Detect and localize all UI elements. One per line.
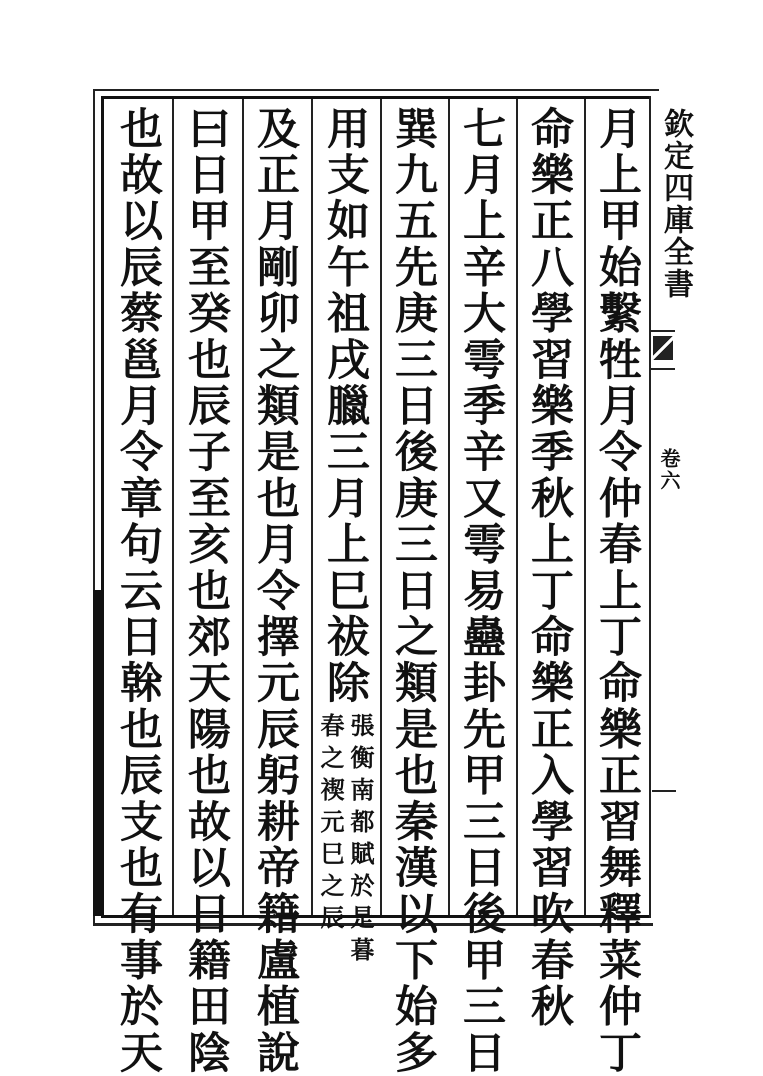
column-text: 月上甲始繫牲月令仲春上丁命樂正習舞釋菜仲丁	[592, 106, 642, 1076]
column-text: 及正月剛卯之類是也月令擇元辰躬耕帝籍盧植說	[250, 106, 300, 1076]
column-rule	[380, 99, 382, 915]
note-line-left: 春之禊元巳之辰	[316, 712, 345, 937]
text-column-1	[587, 106, 647, 1076]
text-column-8	[108, 106, 168, 1076]
text-column-5	[315, 106, 375, 969]
frame-top-rule	[93, 89, 659, 91]
text-column-2	[519, 106, 579, 1030]
book-title: 欽定四庫全書	[658, 108, 693, 300]
column-text: 命樂正八學習樂季秋上丁命樂正入學習吹春秋	[524, 106, 574, 1030]
interlinear-note	[316, 713, 374, 969]
column-text: 七月上辛大雩季辛又雩易蠱卦先甲三日後甲三日	[456, 106, 506, 1076]
note-line-right: 張衡南都賦於是暮	[346, 712, 375, 969]
text-column-3	[451, 106, 511, 1076]
text-column-7	[176, 106, 236, 1076]
text-column-4	[383, 106, 443, 1076]
column-rule	[516, 99, 518, 915]
column-rule	[311, 99, 313, 915]
column-rule	[242, 99, 244, 915]
column-text: 巽九五先庚三日後庚三日之類是也秦漢以下始多	[388, 106, 438, 1076]
binding-shadow	[93, 590, 103, 916]
column-text: 也故以辰蔡邕月令章句云日榦也辰支也有事於天	[113, 106, 163, 1076]
column-rule	[584, 99, 586, 915]
margin-rule	[652, 790, 676, 792]
column-text: 用支如午祖戌臘三月上巳祓除	[320, 106, 370, 707]
fish-tail-mark	[651, 330, 675, 370]
volume-label: 卷六	[657, 448, 681, 492]
column-text: 曰日甲至癸也辰子至亥也郊天陽也故以日籍田陰	[181, 106, 231, 1076]
text-column-6	[245, 106, 305, 1076]
column-rule	[448, 99, 450, 915]
column-rule	[172, 99, 174, 915]
